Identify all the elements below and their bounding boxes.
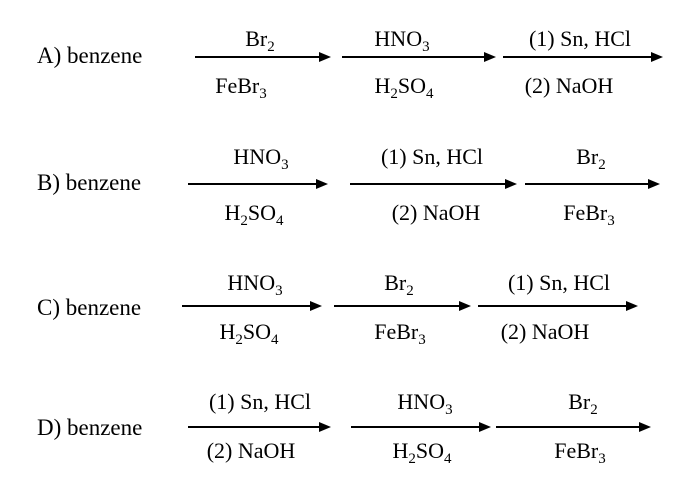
option-a-label: A) benzene (37, 43, 143, 68)
option-b-step-1-arrow (188, 177, 333, 191)
option-d-step-1-below: (2) NaOH (206, 438, 296, 463)
option-c-step-2-above: $Br_2$ (384, 270, 414, 299)
option-c-label: C) benzene (37, 295, 142, 320)
option-b-step-3-arrow (525, 177, 665, 191)
option-d-step-3-below: FeBr$_3$ (554, 438, 606, 467)
option-a-step-1-above: $Br_2$ (245, 26, 275, 55)
option-d-step-3-arrow (496, 420, 656, 434)
option-d-step-1-arrow (188, 420, 336, 434)
option-c-step-1-arrow (182, 299, 327, 313)
option-b-step-3-above: $Br_2$ (576, 144, 606, 173)
option-a-step-2-arrow (342, 50, 502, 64)
option-d-step-2-above: $HNO_3$ (397, 389, 453, 418)
option-b-step-3-below: FeBr$_3$ (563, 200, 615, 229)
option-b-step-2-below: (2) NaOH (391, 200, 481, 225)
option-c-step-2-below: FeBr$_3$ (374, 319, 426, 348)
option-b-step-2-above: (1) Sn, HCl (380, 144, 484, 169)
option-c-step-3-arrow (478, 299, 643, 313)
option-a-step-2-above: $HNO_3$ (374, 26, 430, 55)
option-a-step-3-arrow (503, 50, 668, 64)
option-d-step-2-arrow (351, 420, 496, 434)
option-a-step-3-below: (2) NaOH (524, 73, 614, 98)
option-d-step-2-below: $H_2SO_4$ (392, 438, 452, 467)
option-d-label: D) benzene (37, 415, 143, 440)
option-a-step-1-below: FeBr$_3$ (215, 73, 267, 102)
option-b-step-2-arrow (350, 177, 522, 191)
option-d-step-1-above: (1) Sn, HCl (208, 389, 312, 414)
option-a-step-2-below: $H_2SO_4$ (374, 73, 434, 102)
option-c-step-2-arrow (334, 299, 476, 313)
option-c-step-1-below: $H_2SO_4$ (219, 319, 279, 348)
option-c-step-1-above: $HNO_3$ (227, 270, 283, 299)
option-b-label: B) benzene (37, 170, 142, 195)
option-a-step-1-arrow (195, 50, 335, 64)
option-c-step-3-below: (2) NaOH (500, 319, 590, 344)
option-b-step-1-above: $HNO_3$ (233, 144, 289, 173)
option-b-step-1-below: $H_2SO_4$ (224, 200, 284, 229)
option-c-step-3-above: (1) Sn, HCl (507, 270, 611, 295)
option-d-step-3-above: $Br_2$ (568, 389, 598, 418)
option-a-step-3-above: (1) Sn, HCl (528, 26, 632, 51)
